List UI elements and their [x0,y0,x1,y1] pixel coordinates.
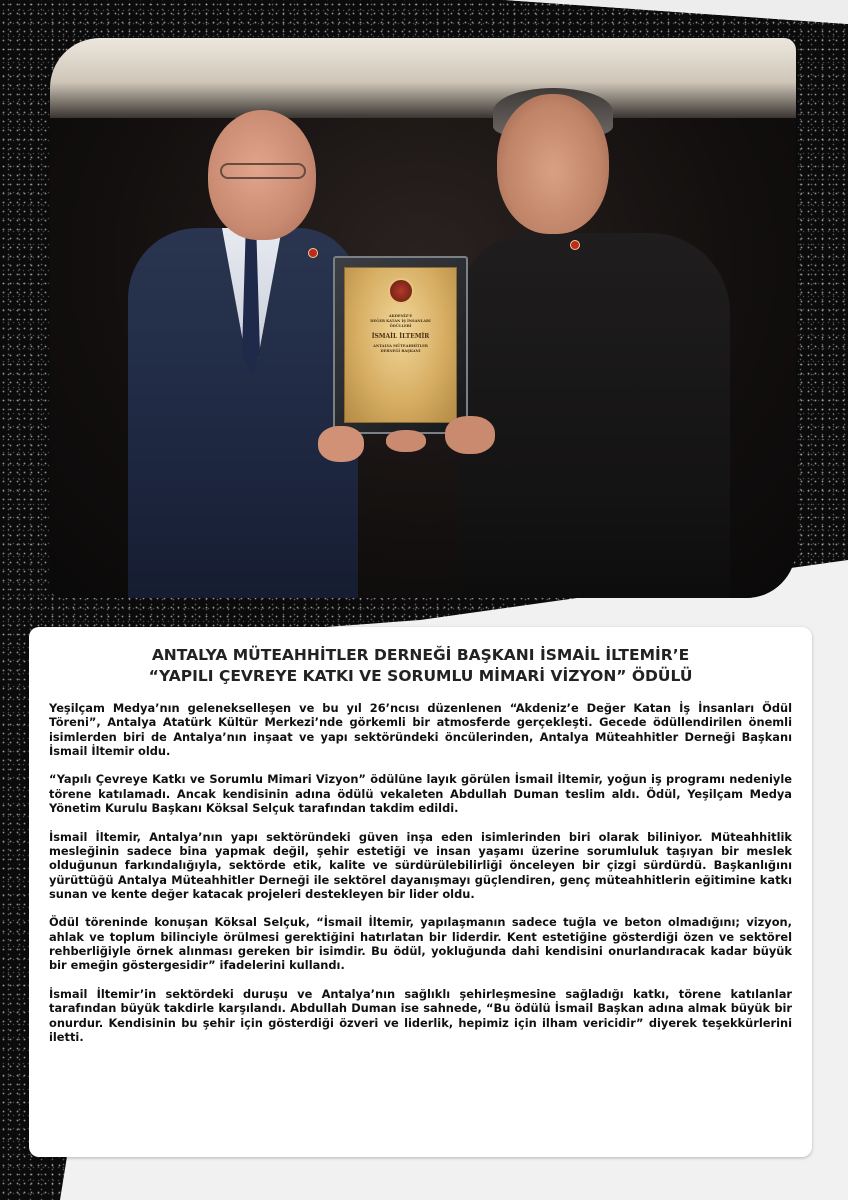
lapel-pin-right [570,240,580,250]
paragraph-2: “Yapılı Çevreye Katkı ve Sorumlu Mimari Vizyon” ödülüne layık görülen İsmail İltemir, yoğun iş programı nedeniyle törene katılamadı. Ancak kendisinin adına ödülü vekaleten Abdullah Duman teslim aldı. Ödül, Yeşilçam Medya Yönetim Kurulu Başkanı Köksal Selçuk tarafından takdim edildi. [49,772,792,816]
hand-middle [386,430,426,452]
headline-line-1: ANTALYA MÜTEAHHİTLER DERNEĞİ BAŞKANI İSMAİL İLTEMİR’E [151,646,690,664]
paragraph-5: İsmail İltemir’in sektördeki duruşu ve Antalya’nın sağlıklı şehirleşmesine sağladığı katkı, törene katılanlar tarafından büyük takdirle karşılandı. Abdullah Duman ise sahnede, “Bu ödülü İsmail Başkan adına almak büyük bir onurdur. Kendisinin bu şehir için gösterdiği özveri ve liderlik, hepimiz için ilham vericidir” diyerek teşekkürlerini iletti. [49,986,792,1044]
plaque-face [344,267,457,423]
plaque-line-3: ÖDÜLLERİ [389,324,412,328]
article-headline [49,645,792,687]
man-right-head [497,94,609,234]
plaque-org-1: ANTALYA MÜTEAHHİTLER [373,344,428,348]
award-plaque [333,256,468,434]
plaque-org-2: DERNEĞİ BAŞKANI [380,349,421,353]
plaque-name: İSMAİL İLTEMİR [371,333,430,340]
lapel-pin-left [308,248,318,258]
plaque-emblem-icon [388,278,414,304]
plaque-line-2: DEĞER KATAN İŞ İNSANLARI [370,319,431,323]
headline-line-2: “YAPILI ÇEVREYE KATKI VE SORUMLU MİMARİ VİZYON” ÖDÜLÜ [148,667,693,685]
article-body [49,701,792,1058]
man-right-jacket [460,233,730,598]
paragraph-3: İsmail İltemir, Antalya’nın yapı sektöründeki güven inşa eden isimlerinden biri olarak biliniyor. Müteahhitlik mesleğinin sadece bina yapmak değil, şehir estetiği ve insan yaşamı üzerine sorumluluk taşıyan bir meslek olduğunun farkındalığıyla, sektörde etik, kalite ve sürdürülebilirliği önceleyen bir çizgi sürdürdü. Başkanlığını yürüttüğü Antalya Müteahhitler Derneği ile sektörel dayanışmayı güçlendiren, genç müteahhitlerin eğitimine katkı sunan ve kente değer katacak projeleri destekleyen bir lider oldu. [49,829,792,901]
article-card [29,627,812,1157]
photo-ceiling [50,38,796,118]
paragraph-4: Ödül töreninde konuşan Köksal Selçuk, “İsmail İltemir, yapılaşmanın sadece tuğla ve beton olmadığını; vizyon, ahlak ve toplum bilinciyle örülmesi gerektiğini hatırlatan bir liderdir. Kent estetiğine gösterdiği özen ve sektörel rehberliğiyle örnek alınması gereken bir isimdir. Bu ödül, yokluğunda dahi kendisini onurlandıracak kadar büyük bir emeğin göstergesidir” ifadelerini kullandı. [49,915,792,973]
paragraph-1: Yeşilçam Medya’nın gelenekselleşen ve bu yıl 26’ncısı düzenlenen “Akdeniz’e Değer Katan İş İnsanları Ödül Töreni”, Antalya Atatürk Kültür Merkezi’nde görkemli bir atmosferde gerçekleşti. Gecede ödüllendirilen önemli isimlerden biri de Antalya’nın inşaat ve yapı sektöründeki öncülerinden, Antalya Müteahhitler Derneği Başkanı İsmail İltemir oldu. [49,701,792,758]
hand-right [445,416,495,454]
hand-left [318,426,364,462]
award-photo [50,38,796,598]
man-left-glasses [220,163,306,179]
plaque-line-1: AKDENİZ’E [388,314,413,318]
